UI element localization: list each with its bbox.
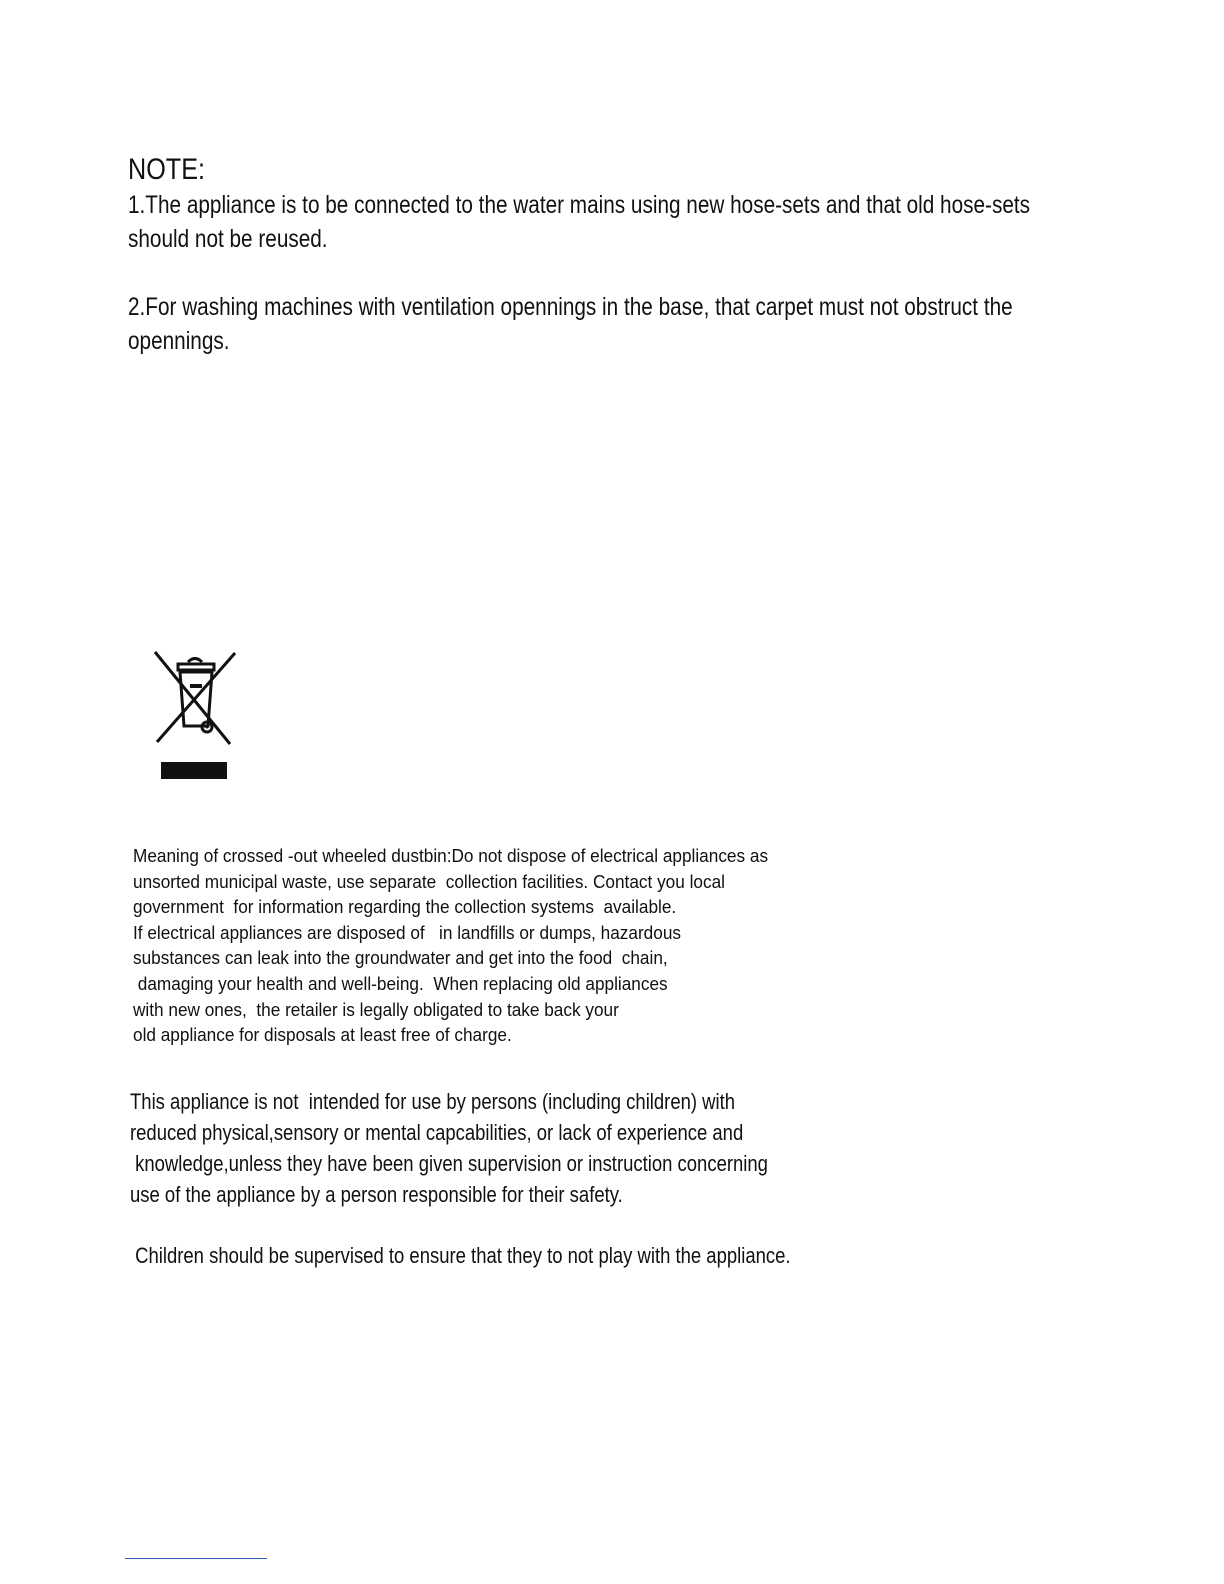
safety-text-line-1: This appliance is not intended for use by persons (including children) with: [130, 1089, 736, 1114]
note-item-2-line-1: 2.For washing machines with ventilation opennings in the base, that carpet must not obstruct the: [128, 293, 1013, 321]
safety-text-line-4: use of the appliance by a person responsible for their safety.: [130, 1182, 623, 1207]
weee-text-line-8: old appliance for disposals at least free of charge.: [133, 1024, 512, 1046]
safety-text-line-3: knowledge,unless they have been given supervision or instruction concerning: [130, 1151, 768, 1176]
note-heading: NOTE:: [128, 153, 206, 186]
note-item-2-line-2: opennings.: [128, 327, 230, 355]
footer-rule: [125, 1558, 267, 1559]
weee-text-line-1: Meaning of crossed -out wheeled dustbin:Do not dispose of electrical appliances as: [133, 845, 769, 866]
note-item-1-line-1: 1.The appliance is to be connected to the water mains using new hose-sets and that old hose-sets: [128, 191, 1031, 219]
weee-text-line-6: damaging your health and well-being. When replacing old appliances: [133, 973, 668, 994]
weee-text-line-4: If electrical appliances are disposed of in landfills or dumps, hazardous: [133, 921, 682, 943]
crossed-out-wheeled-bin-icon: [140, 640, 250, 790]
weee-text-line-7: with new ones, the retailer is legally obligated to take back your: [133, 998, 619, 1020]
weee-text-line-5: substances can leak into the groundwater and get into the food chain,: [133, 947, 668, 969]
weee-text-line-2: unsorted municipal waste, use separate collection facilities. Contact you local: [133, 870, 725, 892]
safety-text-line-2: reduced physical,sensory or mental capcabilities, or lack of experience and: [130, 1120, 744, 1145]
note-item-1-line-2: should not be reused.: [128, 225, 328, 253]
weee-text-line-3: government for information regarding the collection systems available.: [133, 896, 677, 918]
children-supervision-text: Children should be supervised to ensure that they to not play with the appliance.: [130, 1243, 791, 1268]
